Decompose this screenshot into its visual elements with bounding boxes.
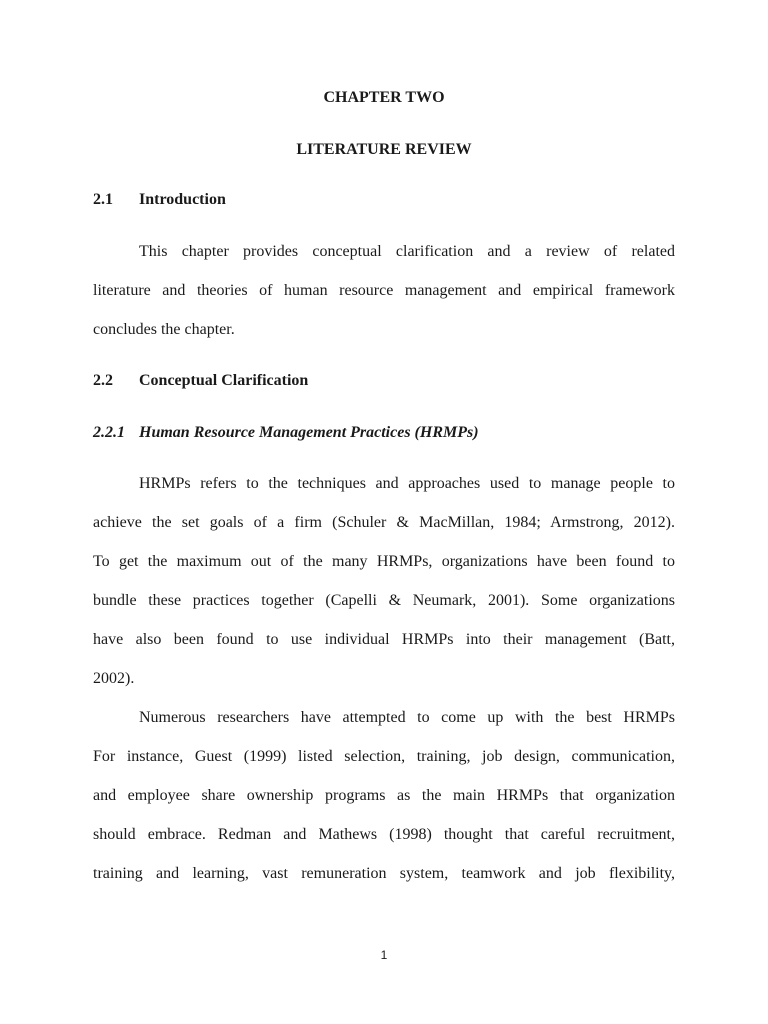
subsection-title: Human Resource Management Practices (HRMPs) (139, 424, 479, 441)
paragraph-line: To get the maximum out of the many HRMPs, organizations have been found to (93, 553, 675, 570)
section-title: Introduction (139, 191, 226, 208)
paragraph-line: have also been found to use individual HRMPs into their management (Batt, (93, 631, 675, 648)
paragraph-line: concludes the chapter. (93, 321, 235, 338)
subsection-number: 2.2.1 (93, 424, 125, 441)
paragraph-line: training and learning, vast remuneration system, teamwork and job flexibility, (93, 865, 675, 882)
paragraph-line: 2002). (93, 670, 135, 687)
paragraph-line: This chapter provides conceptual clarification and a review of related (139, 243, 675, 260)
paragraph-line: HRMPs refers to the techniques and approaches used to manage people to (139, 475, 675, 492)
section-heading-conceptual-clarification (93, 371, 308, 391)
paragraph-hrmps (93, 464, 675, 698)
paragraph-line: literature and theories of human resource management and empirical framework (93, 282, 675, 299)
section-number: 2.2 (93, 372, 113, 389)
paragraph-introduction (93, 232, 675, 349)
chapter-title: CHAPTER TWO (323, 89, 445, 106)
page-number: 1 (380, 948, 388, 962)
paragraph-line: and employee share ownership programs as the main HRMPs that organization (93, 787, 675, 804)
paragraph-line: Numerous researchers have attempted to come up with the best HRMPs (139, 709, 675, 726)
paragraph-line: achieve the set goals of a firm (Schuler & MacMillan, 1984; Armstrong, 2012). (93, 514, 675, 531)
section-title: Conceptual Clarification (139, 372, 309, 389)
paragraph-researchers (93, 698, 675, 893)
paragraph-line: bundle these practices together (Capelli & Neumark, 2001). Some organizations (93, 592, 675, 609)
subsection-heading-hrmps (93, 423, 479, 443)
paragraph-line: For instance, Guest (1999) listed selection, training, job design, communication, (93, 748, 675, 765)
section-number: 2.1 (93, 191, 113, 208)
paragraph-line: should embrace. Redman and Mathews (1998) thought that careful recruitment, (93, 826, 675, 843)
section-heading-introduction (93, 190, 226, 210)
chapter-subtitle: LITERATURE REVIEW (296, 141, 472, 158)
